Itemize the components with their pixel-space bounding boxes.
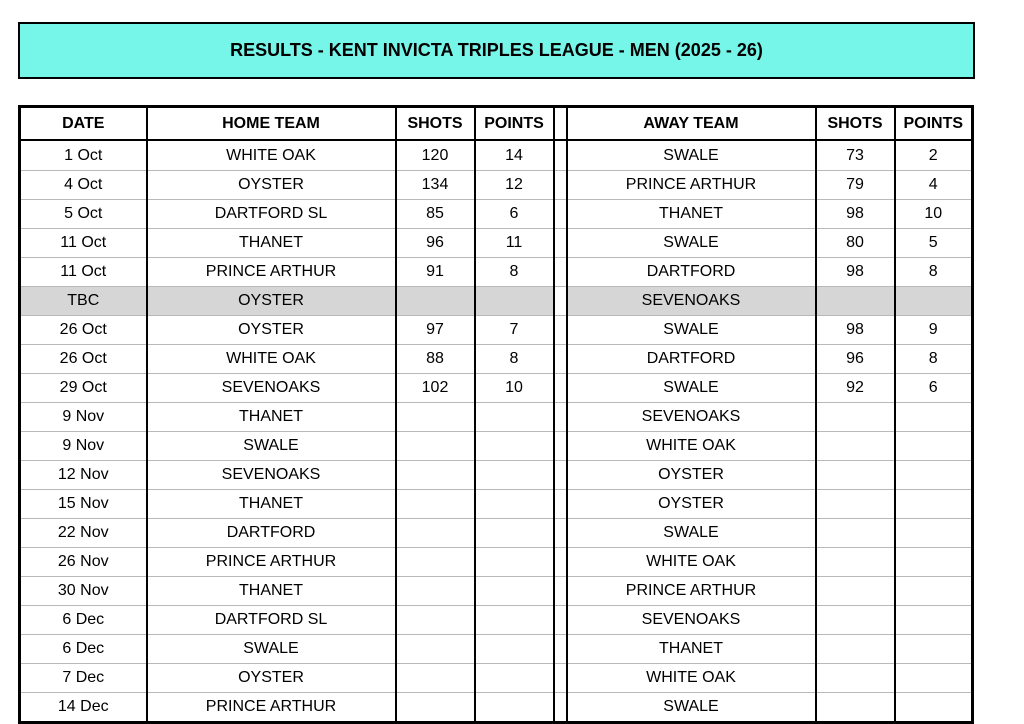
- cell-home-team: DARTFORD SL: [147, 606, 396, 635]
- header-away-team: AWAY TEAM: [567, 107, 816, 141]
- cell-home-points: 8: [475, 258, 554, 287]
- cell-home-team: SWALE: [147, 432, 396, 461]
- column-gap: [554, 140, 567, 171]
- cell-away-team: OYSTER: [567, 461, 816, 490]
- cell-away-shots: 98: [816, 258, 895, 287]
- cell-away-team: SEVENOAKS: [567, 606, 816, 635]
- cell-away-shots: 92: [816, 374, 895, 403]
- cell-home-points: [475, 287, 554, 316]
- cell-home-team: DARTFORD: [147, 519, 396, 548]
- column-gap: [554, 171, 567, 200]
- column-gap: [554, 519, 567, 548]
- cell-home-shots: [396, 577, 475, 606]
- cell-away-points: 10: [895, 200, 973, 229]
- cell-away-team: OYSTER: [567, 490, 816, 519]
- header-date: DATE: [20, 107, 147, 141]
- cell-away-shots: [816, 490, 895, 519]
- cell-home-points: [475, 490, 554, 519]
- cell-away-team: SWALE: [567, 519, 816, 548]
- header-away-points: POINTS: [895, 107, 973, 141]
- cell-away-points: 6: [895, 374, 973, 403]
- cell-home-shots: 134: [396, 171, 475, 200]
- cell-away-shots: 73: [816, 140, 895, 171]
- table-row: [20, 374, 973, 403]
- cell-away-points: [895, 635, 973, 664]
- cell-date: 15 Nov: [20, 490, 147, 519]
- cell-home-shots: 102: [396, 374, 475, 403]
- cell-away-shots: [816, 664, 895, 693]
- cell-home-team: SEVENOAKS: [147, 374, 396, 403]
- cell-away-shots: [816, 693, 895, 723]
- column-gap: [554, 461, 567, 490]
- cell-date: 9 Nov: [20, 432, 147, 461]
- cell-home-shots: 120: [396, 140, 475, 171]
- cell-home-shots: [396, 490, 475, 519]
- cell-home-shots: [396, 287, 475, 316]
- cell-home-points: [475, 519, 554, 548]
- column-gap: [554, 664, 567, 693]
- cell-home-team: OYSTER: [147, 287, 396, 316]
- cell-away-team: THANET: [567, 200, 816, 229]
- cell-date: TBC: [20, 287, 147, 316]
- table-row: [20, 258, 973, 287]
- cell-away-shots: 98: [816, 316, 895, 345]
- header-home-team: HOME TEAM: [147, 107, 396, 141]
- page-title-banner: [18, 22, 975, 79]
- results-body: [20, 140, 973, 723]
- cell-away-shots: [816, 519, 895, 548]
- cell-away-shots: [816, 577, 895, 606]
- column-gap: [554, 577, 567, 606]
- column-gap: [554, 107, 567, 141]
- cell-away-points: [895, 693, 973, 723]
- cell-away-shots: [816, 287, 895, 316]
- cell-home-shots: [396, 606, 475, 635]
- table-row: [20, 577, 973, 606]
- cell-home-points: 12: [475, 171, 554, 200]
- cell-away-points: [895, 490, 973, 519]
- cell-away-team: DARTFORD: [567, 345, 816, 374]
- cell-away-team: SEVENOAKS: [567, 287, 816, 316]
- table-row: [20, 200, 973, 229]
- cell-home-team: PRINCE ARTHUR: [147, 548, 396, 577]
- column-gap: [554, 693, 567, 723]
- cell-home-points: 7: [475, 316, 554, 345]
- cell-away-team: SWALE: [567, 316, 816, 345]
- cell-home-shots: [396, 664, 475, 693]
- cell-away-points: [895, 606, 973, 635]
- cell-away-shots: [816, 461, 895, 490]
- cell-away-shots: [816, 548, 895, 577]
- cell-home-team: OYSTER: [147, 316, 396, 345]
- cell-home-shots: [396, 403, 475, 432]
- column-gap: [554, 548, 567, 577]
- column-gap: [554, 403, 567, 432]
- cell-home-team: OYSTER: [147, 664, 396, 693]
- cell-home-team: WHITE OAK: [147, 345, 396, 374]
- cell-date: 6 Dec: [20, 606, 147, 635]
- column-gap: [554, 490, 567, 519]
- column-gap: [554, 316, 567, 345]
- cell-date: 4 Oct: [20, 171, 147, 200]
- cell-date: 30 Nov: [20, 577, 147, 606]
- cell-home-shots: [396, 693, 475, 723]
- cell-home-team: PRINCE ARTHUR: [147, 258, 396, 287]
- cell-away-points: 8: [895, 345, 973, 374]
- cell-away-shots: 79: [816, 171, 895, 200]
- cell-away-points: 9: [895, 316, 973, 345]
- cell-home-points: 11: [475, 229, 554, 258]
- cell-away-shots: 98: [816, 200, 895, 229]
- cell-home-team: THANET: [147, 229, 396, 258]
- cell-home-team: DARTFORD SL: [147, 200, 396, 229]
- cell-away-shots: [816, 635, 895, 664]
- cell-home-team: THANET: [147, 577, 396, 606]
- cell-home-shots: [396, 461, 475, 490]
- cell-away-shots: 96: [816, 345, 895, 374]
- cell-away-team: SWALE: [567, 374, 816, 403]
- cell-away-team: PRINCE ARTHUR: [567, 577, 816, 606]
- header-home-shots: SHOTS: [396, 107, 475, 141]
- table-row: [20, 287, 973, 316]
- column-gap: [554, 374, 567, 403]
- table-row: [20, 693, 973, 723]
- results-table: [18, 105, 974, 724]
- cell-home-shots: [396, 548, 475, 577]
- cell-home-points: 10: [475, 374, 554, 403]
- header-away-shots: SHOTS: [816, 107, 895, 141]
- cell-away-team: PRINCE ARTHUR: [567, 171, 816, 200]
- page-title: RESULTS - KENT INVICTA TRIPLES LEAGUE - MEN (2025 - 26): [230, 40, 763, 60]
- table-row: [20, 664, 973, 693]
- cell-away-points: [895, 577, 973, 606]
- cell-away-points: [895, 664, 973, 693]
- table-row: [20, 461, 973, 490]
- table-row: [20, 171, 973, 200]
- cell-home-shots: 97: [396, 316, 475, 345]
- cell-home-points: [475, 664, 554, 693]
- cell-away-team: THANET: [567, 635, 816, 664]
- cell-home-points: [475, 461, 554, 490]
- cell-home-shots: [396, 519, 475, 548]
- cell-away-team: WHITE OAK: [567, 548, 816, 577]
- cell-date: 9 Nov: [20, 403, 147, 432]
- cell-away-points: 2: [895, 140, 973, 171]
- cell-away-team: DARTFORD: [567, 258, 816, 287]
- column-gap: [554, 287, 567, 316]
- cell-away-shots: 80: [816, 229, 895, 258]
- column-gap: [554, 200, 567, 229]
- cell-home-points: [475, 548, 554, 577]
- cell-home-shots: [396, 635, 475, 664]
- column-gap: [554, 258, 567, 287]
- cell-date: 22 Nov: [20, 519, 147, 548]
- cell-away-points: 5: [895, 229, 973, 258]
- cell-away-team: SWALE: [567, 229, 816, 258]
- column-gap: [554, 345, 567, 374]
- cell-date: 26 Nov: [20, 548, 147, 577]
- cell-away-points: [895, 519, 973, 548]
- table-row: [20, 635, 973, 664]
- cell-date: 11 Oct: [20, 229, 147, 258]
- table-row: [20, 140, 973, 171]
- cell-away-points: [895, 548, 973, 577]
- cell-date: 1 Oct: [20, 140, 147, 171]
- cell-home-points: 6: [475, 200, 554, 229]
- cell-date: 5 Oct: [20, 200, 147, 229]
- cell-home-points: [475, 635, 554, 664]
- cell-date: 14 Dec: [20, 693, 147, 723]
- cell-away-team: WHITE OAK: [567, 664, 816, 693]
- table-row: [20, 606, 973, 635]
- header-home-points: POINTS: [475, 107, 554, 141]
- column-gap: [554, 432, 567, 461]
- cell-away-points: [895, 432, 973, 461]
- cell-home-points: [475, 693, 554, 723]
- cell-home-points: [475, 577, 554, 606]
- header-row: [20, 107, 973, 141]
- cell-home-points: [475, 403, 554, 432]
- cell-date: 26 Oct: [20, 345, 147, 374]
- column-gap: [554, 606, 567, 635]
- cell-away-shots: [816, 606, 895, 635]
- cell-home-points: 14: [475, 140, 554, 171]
- cell-date: 11 Oct: [20, 258, 147, 287]
- cell-date: 26 Oct: [20, 316, 147, 345]
- cell-home-shots: 88: [396, 345, 475, 374]
- cell-away-team: SWALE: [567, 693, 816, 723]
- table-row: [20, 403, 973, 432]
- table-row: [20, 229, 973, 258]
- cell-date: 6 Dec: [20, 635, 147, 664]
- cell-away-team: SWALE: [567, 140, 816, 171]
- cell-home-team: SEVENOAKS: [147, 461, 396, 490]
- table-row: [20, 490, 973, 519]
- column-gap: [554, 229, 567, 258]
- cell-away-points: 4: [895, 171, 973, 200]
- cell-away-team: WHITE OAK: [567, 432, 816, 461]
- cell-away-points: [895, 287, 973, 316]
- cell-date: 7 Dec: [20, 664, 147, 693]
- table-row: [20, 345, 973, 374]
- cell-home-team: SWALE: [147, 635, 396, 664]
- cell-home-points: [475, 432, 554, 461]
- cell-home-team: OYSTER: [147, 171, 396, 200]
- cell-away-points: 8: [895, 258, 973, 287]
- cell-home-team: THANET: [147, 490, 396, 519]
- cell-home-points: 8: [475, 345, 554, 374]
- table-row: [20, 316, 973, 345]
- cell-away-shots: [816, 403, 895, 432]
- cell-away-team: SEVENOAKS: [567, 403, 816, 432]
- table-row: [20, 519, 973, 548]
- cell-date: 29 Oct: [20, 374, 147, 403]
- cell-home-team: PRINCE ARTHUR: [147, 693, 396, 723]
- column-gap: [554, 635, 567, 664]
- cell-home-team: WHITE OAK: [147, 140, 396, 171]
- cell-home-shots: [396, 432, 475, 461]
- cell-home-team: THANET: [147, 403, 396, 432]
- cell-home-points: [475, 606, 554, 635]
- cell-home-shots: 96: [396, 229, 475, 258]
- table-row: [20, 432, 973, 461]
- cell-away-points: [895, 461, 973, 490]
- cell-away-shots: [816, 432, 895, 461]
- cell-home-shots: 85: [396, 200, 475, 229]
- cell-home-shots: 91: [396, 258, 475, 287]
- table-row: [20, 548, 973, 577]
- cell-away-points: [895, 403, 973, 432]
- cell-date: 12 Nov: [20, 461, 147, 490]
